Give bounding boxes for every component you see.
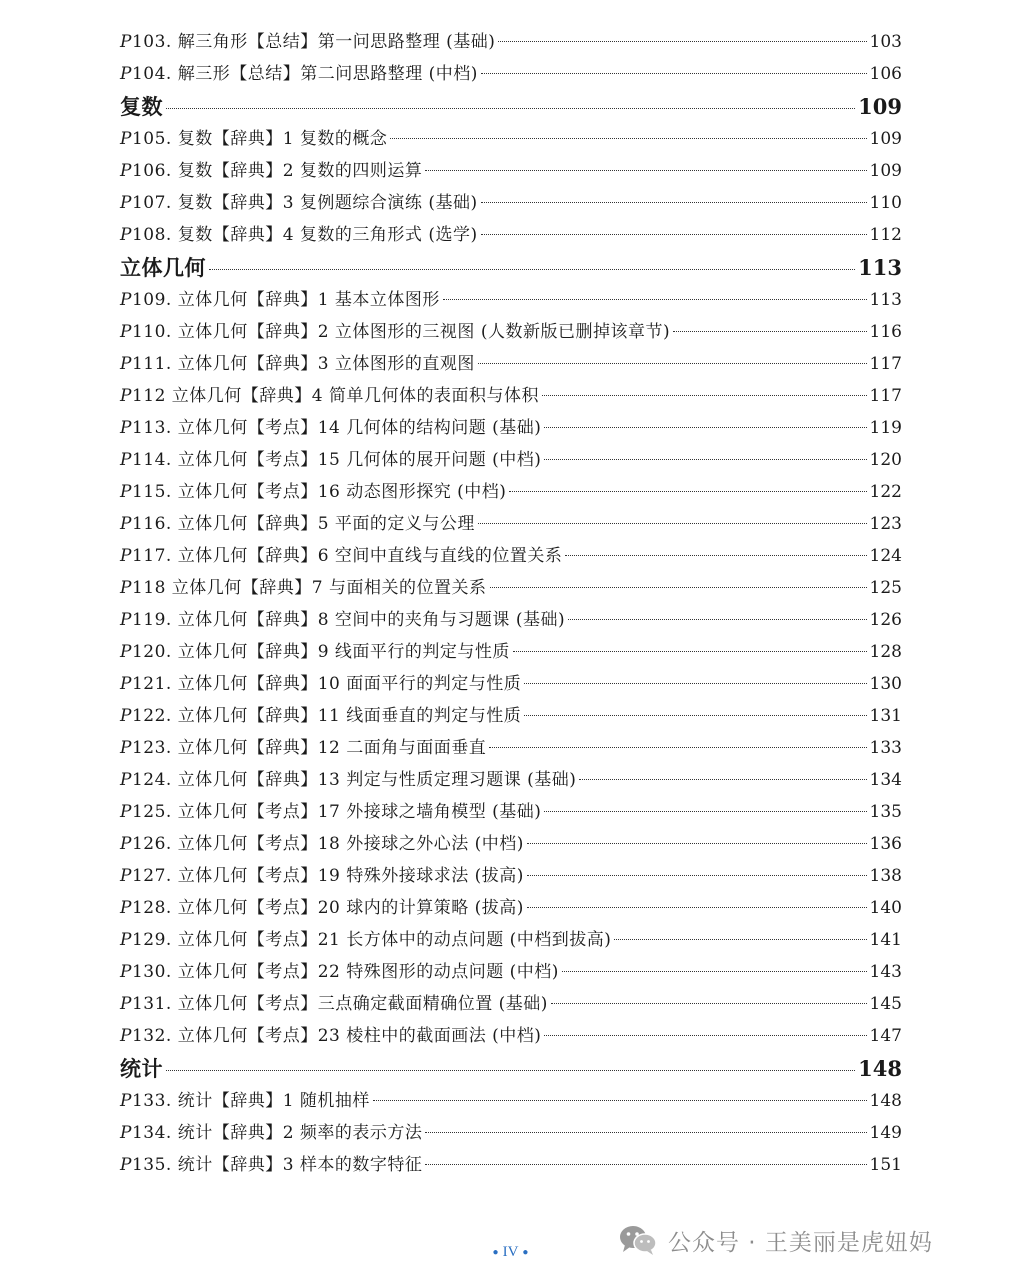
toc-page-number: 120 (869, 450, 902, 470)
wechat-icon (618, 1223, 658, 1257)
toc-entry[interactable] (120, 155, 902, 187)
toc-entry[interactable] (120, 380, 902, 412)
toc-prefix: P (120, 834, 132, 854)
toc-title-text: 113. 立体几何【考点】14 几何体的结构问题 (基础) (131, 418, 542, 438)
dot-leader (568, 619, 866, 620)
toc-prefix: P (120, 610, 132, 630)
toc-page-number: 112 (869, 225, 902, 245)
toc-title-text: 129. 立体几何【考点】21 长方体中的动点问题 (中档到拔高) (131, 930, 612, 950)
toc-title (120, 668, 521, 700)
toc-entry[interactable] (120, 476, 902, 508)
toc-prefix: P (120, 674, 132, 694)
toc-prefix: P (120, 578, 132, 598)
toc-title-text: 125. 立体几何【考点】17 外接球之墙角模型 (基础) (131, 802, 542, 822)
toc-title (120, 828, 524, 860)
toc-title (120, 988, 548, 1020)
toc-title (120, 1085, 370, 1117)
toc-entry[interactable] (120, 284, 902, 316)
toc-page-number: 124 (869, 546, 902, 566)
toc-page-number: 109 (869, 161, 902, 181)
toc-title-text: 133. 统计【辞典】1 随机抽样 (131, 1091, 370, 1111)
toc-title (120, 732, 486, 764)
toc-title-text: 126. 立体几何【考点】18 外接球之外心法 (中档) (131, 834, 524, 854)
toc-title-text: 110. 立体几何【辞典】2 立体图形的三视图 (人数新版已删掉该章节) (131, 322, 671, 342)
toc-entry[interactable] (120, 508, 902, 540)
dot-leader (425, 170, 866, 171)
toc-title (120, 796, 541, 828)
dot-leader (544, 1035, 866, 1036)
toc-title (120, 604, 565, 636)
toc-title (120, 123, 387, 155)
toc-title-text: 111. 立体几何【辞典】3 立体图形的直观图 (131, 354, 475, 374)
toc-title (120, 1117, 422, 1149)
dot-leader (481, 202, 867, 203)
toc-prefix: P (120, 898, 132, 918)
page-number: IV (502, 1244, 519, 1260)
dot-leader (614, 939, 866, 940)
toc-title (120, 508, 475, 540)
toc-prefix: P (120, 866, 132, 886)
dot-leader (673, 331, 866, 332)
toc-entry[interactable] (120, 1117, 902, 1149)
toc-title-text: 104. 解三形【总结】第二问思路整理 (中档) (131, 64, 478, 84)
toc-page-number: 119 (869, 418, 902, 438)
toc-title (120, 219, 478, 251)
toc-prefix: P (120, 546, 132, 566)
toc-page-number: 123 (869, 514, 902, 534)
toc-title-text: 106. 复数【辞典】2 复数的四则运算 (131, 161, 423, 181)
toc-entry[interactable] (120, 604, 902, 636)
dot-leader (490, 587, 867, 588)
dot-leader (166, 108, 855, 109)
toc-title (120, 444, 541, 476)
toc-entry[interactable] (120, 828, 902, 860)
toc-entry[interactable] (120, 700, 902, 732)
toc-title-text: 112 立体几何【辞典】4 简单几何体的表面积与体积 (131, 386, 540, 406)
toc-title-text: 134. 统计【辞典】2 频率的表示方法 (131, 1123, 423, 1143)
dot-leader (481, 73, 867, 74)
toc-prefix: P (120, 32, 132, 52)
toc-entry[interactable] (120, 316, 902, 348)
toc-title (120, 1020, 541, 1052)
toc-title (120, 316, 670, 348)
watermark-text: 公众号 · 王美丽是虎妞妈 (668, 1229, 933, 1256)
toc-entry[interactable] (120, 668, 902, 700)
toc-entry[interactable] (120, 796, 902, 828)
toc-title-text: 130. 立体几何【考点】22 特殊图形的动点问题 (中档) (131, 962, 559, 982)
toc-page-number: 134 (869, 770, 902, 790)
toc-title-text: 135. 统计【辞典】3 样本的数字特征 (131, 1155, 423, 1175)
toc-page-number: 148 (869, 1091, 902, 1111)
toc-entry[interactable] (120, 412, 902, 444)
toc-prefix: P (120, 64, 132, 84)
toc-title (120, 892, 524, 924)
toc-entry[interactable] (120, 764, 902, 796)
toc-page-number: 128 (869, 642, 902, 662)
toc-title (120, 700, 521, 732)
toc-title (120, 924, 611, 956)
toc-page-number: 109 (858, 94, 902, 119)
table-of-contents (120, 26, 902, 1181)
toc-prefix: P (120, 642, 132, 662)
toc-title (120, 636, 510, 668)
dot-leader (489, 747, 866, 748)
toc-prefix: P (120, 706, 132, 726)
toc-title-text: 复数 (120, 94, 163, 119)
dot-leader (544, 459, 866, 460)
toc-title (120, 155, 422, 187)
toc-title-text: 131. 立体几何【考点】三点确定截面精确位置 (基础) (131, 994, 548, 1014)
dot-leader (509, 491, 866, 492)
toc-section-heading[interactable] (120, 1052, 902, 1085)
toc-title-text: 114. 立体几何【考点】15 几何体的展开问题 (中档) (131, 450, 542, 470)
toc-prefix: P (120, 290, 132, 310)
dot-leader (443, 299, 867, 300)
toc-title (120, 187, 478, 219)
dot-leader (544, 427, 866, 428)
dot-leader (565, 555, 866, 556)
toc-page-number: 136 (869, 834, 902, 854)
toc-section-heading[interactable] (120, 90, 902, 123)
toc-prefix: P (120, 802, 132, 822)
bullet-left: ● (492, 1247, 499, 1259)
toc-title (120, 476, 506, 508)
toc-page-number: 126 (869, 610, 902, 630)
toc-title (120, 380, 539, 412)
toc-title (120, 58, 478, 90)
toc-title (120, 284, 440, 316)
toc-page-number: 109 (869, 129, 902, 149)
toc-title-text: 118 立体几何【辞典】7 与面相关的位置关系 (131, 578, 487, 598)
toc-section-heading[interactable] (120, 251, 902, 284)
toc-title-text: 109. 立体几何【辞典】1 基本立体图形 (131, 290, 440, 310)
toc-entry[interactable] (120, 956, 902, 988)
dot-leader (513, 651, 867, 652)
toc-page-number: 147 (869, 1026, 902, 1046)
toc-entry[interactable] (120, 444, 902, 476)
toc-prefix: P (120, 354, 132, 374)
toc-prefix: P (120, 770, 132, 790)
toc-entry[interactable] (120, 732, 902, 764)
toc-title-text: 立体几何 (120, 255, 206, 280)
dot-leader (562, 971, 867, 972)
toc-page-number: 138 (869, 866, 902, 886)
dot-leader (425, 1132, 866, 1133)
toc-entry[interactable] (120, 26, 902, 58)
toc-title (120, 1149, 422, 1181)
toc-page-number: 110 (869, 193, 902, 213)
toc-prefix: P (120, 514, 132, 534)
toc-prefix: P (120, 386, 132, 406)
dot-leader (478, 523, 867, 524)
toc-title (120, 540, 562, 572)
dot-leader (544, 811, 866, 812)
toc-prefix: P (120, 1026, 132, 1046)
dot-leader (524, 683, 866, 684)
toc-prefix: P (120, 193, 132, 213)
toc-title (120, 1052, 163, 1085)
toc-page-number: 122 (869, 482, 902, 502)
toc-title (120, 412, 541, 444)
toc-prefix: P (120, 322, 132, 342)
toc-title-text: 132. 立体几何【考点】23 棱柱中的截面画法 (中档) (131, 1026, 542, 1046)
toc-title-text: 105. 复数【辞典】1 复数的概念 (131, 129, 388, 149)
toc-page-number: 117 (869, 386, 902, 406)
toc-title-text: 119. 立体几何【辞典】8 空间中的夹角与习题课 (基础) (131, 610, 566, 630)
toc-entry[interactable] (120, 1020, 902, 1052)
toc-page-number: 130 (869, 674, 902, 694)
toc-page-number: 125 (869, 578, 902, 598)
toc-prefix: P (120, 129, 132, 149)
toc-entry[interactable] (120, 123, 902, 155)
dot-leader (579, 779, 866, 780)
toc-prefix: P (120, 450, 132, 470)
dot-leader (498, 41, 866, 42)
toc-entry[interactable] (120, 540, 902, 572)
dot-leader (390, 138, 866, 139)
toc-entry[interactable] (120, 187, 902, 219)
dot-leader (478, 363, 867, 364)
toc-entry[interactable] (120, 1149, 902, 1181)
toc-page-number: 141 (869, 930, 902, 950)
dot-leader (551, 1003, 867, 1004)
toc-title-text: 124. 立体几何【辞典】13 判定与性质定理习题课 (基础) (131, 770, 577, 790)
toc-prefix: P (120, 930, 132, 950)
toc-title-text: 108. 复数【辞典】4 复数的三角形式 (选学) (131, 225, 478, 245)
toc-entry[interactable] (120, 924, 902, 956)
toc-title-text: 120. 立体几何【辞典】9 线面平行的判定与性质 (131, 642, 510, 662)
toc-title (120, 90, 163, 123)
toc-page-number: 148 (858, 1056, 902, 1081)
toc-entry[interactable] (120, 348, 902, 380)
toc-title (120, 26, 495, 58)
toc-title-text: 117. 立体几何【辞典】6 空间中直线与直线的位置关系 (131, 546, 563, 566)
bullet-right: ● (522, 1247, 529, 1259)
toc-prefix: P (120, 225, 132, 245)
dot-leader (166, 1070, 855, 1071)
toc-title (120, 956, 559, 988)
toc-title (120, 348, 475, 380)
toc-prefix: P (120, 1155, 132, 1175)
toc-page-number: 117 (869, 354, 902, 374)
toc-prefix: P (120, 1091, 132, 1111)
toc-entry[interactable] (120, 636, 902, 668)
toc-title (120, 572, 487, 604)
toc-entry[interactable] (120, 58, 902, 90)
toc-entry[interactable] (120, 892, 902, 924)
toc-page-number: 140 (869, 898, 902, 918)
toc-prefix: P (120, 161, 132, 181)
dot-leader (524, 715, 866, 716)
toc-page-number: 131 (869, 706, 902, 726)
dot-leader (527, 843, 867, 844)
toc-entry[interactable] (120, 860, 902, 892)
dot-leader (527, 875, 867, 876)
toc-title-text: 统计 (120, 1056, 163, 1081)
dot-leader (527, 907, 867, 908)
toc-title-text: 115. 立体几何【考点】16 动态图形探究 (中档) (131, 482, 507, 502)
toc-page-number: 113 (869, 290, 902, 310)
dot-leader (209, 269, 855, 270)
dot-leader (425, 1164, 866, 1165)
toc-entry[interactable] (120, 1085, 902, 1117)
toc-entry[interactable] (120, 988, 902, 1020)
toc-prefix: P (120, 994, 132, 1014)
toc-title-text: 122. 立体几何【辞典】11 线面垂直的判定与性质 (131, 706, 522, 726)
toc-page-number: 143 (869, 962, 902, 982)
toc-page-number: 135 (869, 802, 902, 822)
toc-title-text: 103. 解三角形【总结】第一问思路整理 (基础) (131, 32, 496, 52)
watermark (618, 1220, 933, 1260)
toc-page-number: 133 (869, 738, 902, 758)
toc-title-text: 128. 立体几何【考点】20 球内的计算策略 (拔高) (131, 898, 524, 918)
toc-prefix: P (120, 962, 132, 982)
toc-title (120, 860, 524, 892)
toc-prefix: P (120, 738, 132, 758)
toc-entry[interactable] (120, 572, 902, 604)
toc-prefix: P (120, 482, 132, 502)
toc-title-text: 107. 复数【辞典】3 复例题综合演练 (基础) (131, 193, 478, 213)
toc-title-text: 116. 立体几何【辞典】5 平面的定义与公理 (131, 514, 475, 534)
toc-page-number: 116 (869, 322, 902, 342)
toc-prefix: P (120, 418, 132, 438)
toc-page-number: 106 (869, 64, 902, 84)
dot-leader (481, 234, 867, 235)
toc-prefix: P (120, 1123, 132, 1143)
toc-title-text: 121. 立体几何【辞典】10 面面平行的判定与性质 (131, 674, 522, 694)
dot-leader (542, 395, 867, 396)
toc-page-number: 113 (858, 255, 902, 280)
toc-page-number: 151 (869, 1155, 902, 1175)
toc-page-number: 149 (869, 1123, 902, 1143)
toc-title (120, 764, 576, 796)
dot-leader (373, 1100, 867, 1101)
toc-page-number: 103 (869, 32, 902, 52)
toc-page-number: 145 (869, 994, 902, 1014)
toc-title-text: 127. 立体几何【考点】19 特殊外接球求法 (拔高) (131, 866, 524, 886)
toc-entry[interactable] (120, 219, 902, 251)
toc-title-text: 123. 立体几何【辞典】12 二面角与面面垂直 (131, 738, 487, 758)
toc-title (120, 251, 206, 284)
